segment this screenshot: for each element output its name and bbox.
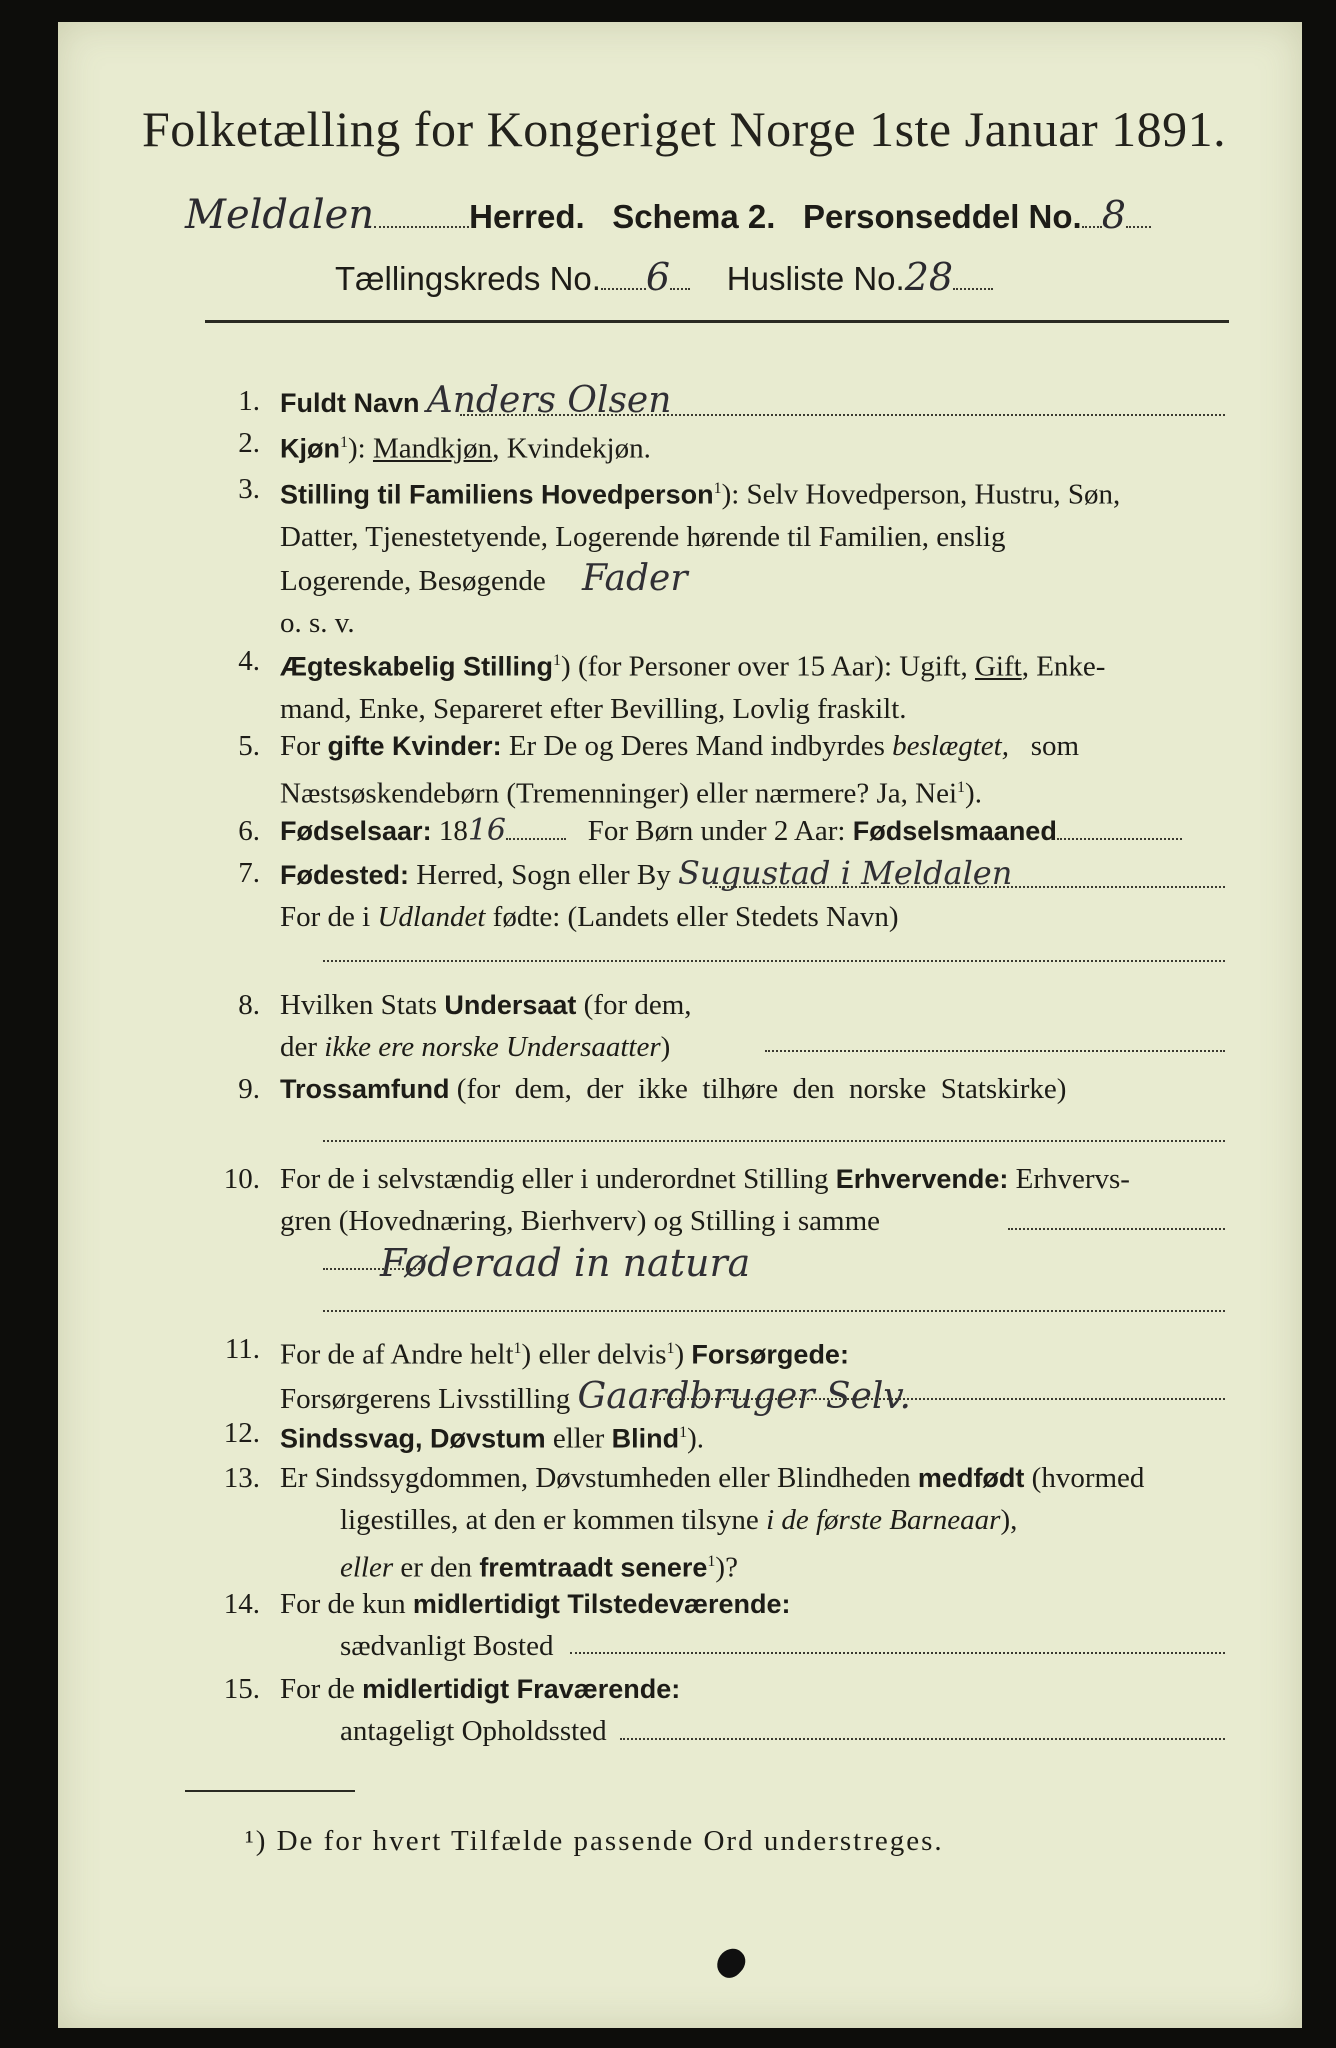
item-number: 1. xyxy=(238,385,260,417)
family-position-value: Fader xyxy=(581,557,688,599)
item-label: Forsørgede: xyxy=(691,1339,849,1370)
footnote: ¹) De for hvert Tilfælde passende Ord understreges. xyxy=(245,1825,944,1857)
kreds-label: Tællingskreds No. xyxy=(335,260,601,297)
personseddel-value: 8 xyxy=(1101,193,1126,237)
birthplace-value: Sugustad i Meldalen xyxy=(678,854,1013,892)
item-label: Sindssvag, Døvstum xyxy=(280,1423,546,1454)
item-number: 7. xyxy=(238,857,260,889)
item-label: Trossamfund xyxy=(280,1074,450,1104)
gender-selected: Mandkjøn xyxy=(372,432,493,465)
provider-value: Gaardbruger Selv. xyxy=(577,1375,911,1417)
item-label: Erhvervende: xyxy=(835,1164,1009,1194)
herred-line xyxy=(185,192,1151,238)
header-rule xyxy=(205,320,1229,323)
item-label: Undersaat xyxy=(444,990,577,1020)
item-label: midlertidigt Tilstedeværende: xyxy=(412,1589,791,1619)
occupation-value: Føderaad in natura xyxy=(380,1241,751,1285)
herred-value: Meldalen xyxy=(185,192,375,238)
item-label: gifte Kvinder: xyxy=(327,731,502,761)
item-number: 4. xyxy=(238,645,260,677)
item-label: Stilling til Familiens Hovedperson xyxy=(280,479,714,510)
item-number: 13. xyxy=(223,1462,260,1494)
item-number: 15. xyxy=(223,1673,260,1705)
personseddel-label: Personseddel No. xyxy=(802,198,1082,235)
item-label: Ægteskabelig Stilling xyxy=(280,651,554,682)
item-number: 10. xyxy=(223,1163,260,1195)
form-title: Folketælling for Kongeriget Norge 1ste Januar 1891. xyxy=(142,101,1227,157)
kreds-line xyxy=(335,255,993,299)
item-label: medfødt xyxy=(917,1463,1025,1493)
item-number: 14. xyxy=(223,1588,260,1620)
item-number: 2. xyxy=(238,427,260,459)
birth-month-label: Fødselsmaaned xyxy=(852,816,1057,846)
item-number: 11. xyxy=(224,1333,260,1365)
item-number: 5. xyxy=(238,730,260,762)
item-number: 6. xyxy=(238,815,260,847)
kreds-value: 6 xyxy=(645,255,671,299)
item-label: Fuldt Navn xyxy=(280,388,420,418)
marital-selected: Gift xyxy=(974,650,1022,683)
item-label: Fødselsaar: xyxy=(280,816,432,846)
footnote-rule xyxy=(185,1790,355,1792)
husliste-value: 28 xyxy=(904,255,954,299)
schema-label: Schema 2. xyxy=(612,198,776,235)
husliste-label: Husliste No. xyxy=(726,260,905,297)
item-label: midlertidigt Fraværende: xyxy=(362,1674,681,1704)
birth-year-value: 16 xyxy=(467,813,506,848)
item-number: 9. xyxy=(238,1073,260,1105)
item-number: 3. xyxy=(238,473,260,505)
name-value: Anders Olsen xyxy=(426,380,672,421)
herred-label: Herred. xyxy=(469,198,585,235)
item-label: Kjøn xyxy=(280,433,340,464)
item-label: Fødested: xyxy=(280,860,410,890)
item-number: 8. xyxy=(238,989,260,1021)
item-number: 12. xyxy=(223,1417,260,1449)
